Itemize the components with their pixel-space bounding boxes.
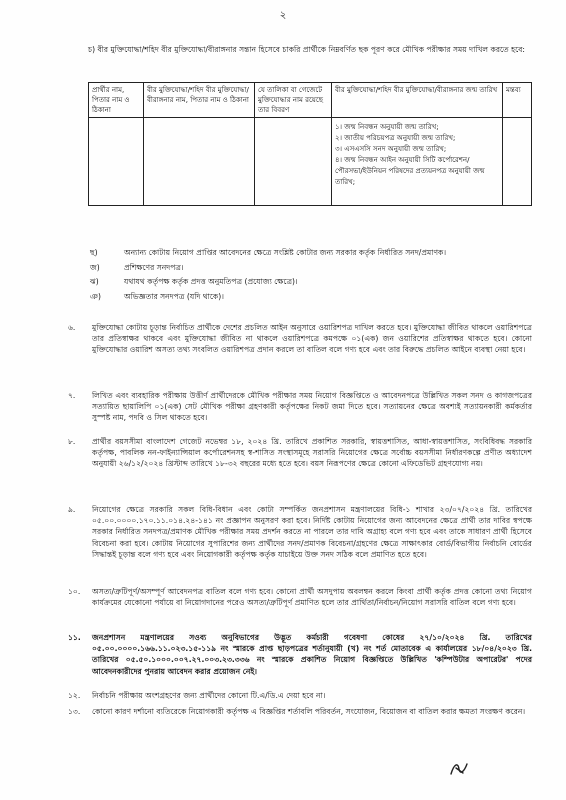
list-item: ঞ) অভিজ্ঞতার সনদপত্র (যদি থাকে)। xyxy=(90,291,224,301)
table-cell xyxy=(503,118,532,206)
numbered-clause: ১২. নির্বাচনি পরীক্ষায় অংশগ্রহণের জন্য প্রার্থীদের কোনো টি.এ/ডি.এ দেয়া হবে না। xyxy=(68,691,326,700)
numbered-clause: ১৩. কোনো কারণ দর্শানো ব্যতিরেকে নিয়োগকারী কর্তৃপক্ষ এ বিজ্ঞপ্তির শর্তাবলি পরিবর্তন, সংযোজন, বিয়োজন বা বাতিল করার ক্ষমতা সংরক্ষণ করেন। xyxy=(68,707,526,716)
table-cell xyxy=(144,118,255,206)
dob-list-cell xyxy=(332,118,503,206)
table-cell xyxy=(89,118,144,206)
quota-form-instruction: চ) বীর মুক্তিযোদ্ধা/শহিদ বীর মুক্তিযোদ্ধা/বীরাঙ্গনার সন্তান হিসেবে চাকরি প্রার্থীকে নিম্নবর্ণিত ছক পূরণ করে মৌখিক পরীক্ষার সময় দাখিল করতে হবে: xyxy=(88,45,525,54)
freedom-fighter-form-table xyxy=(88,82,532,206)
list-item: জ) প্রশিক্ষণের সনদপত্র। xyxy=(90,262,184,272)
table-row xyxy=(89,118,532,206)
list-item: ছ) অন্যান্য কোটায় নিয়োগ প্রাপ্তির আবেদনের ক্ষেত্রে সংশ্লিষ্ট কোটার জন্য সরকার কর্তৃক নির্ধারিত সনদ/প্রমাণক। xyxy=(90,248,447,257)
dob-item: ৩। এসএসসি সনদ অনুযায়ী জন্ম তারিখ; xyxy=(335,145,447,153)
page-number: ২ xyxy=(279,10,287,21)
initial-signature xyxy=(448,760,470,782)
list-item: ঝ) যথাযথ কর্তৃপক্ষ কর্তৃক প্রদত্ত অনুমতিপত্র (প্রযোজ্য ক্ষেত্রে)। xyxy=(90,277,298,287)
table-cell xyxy=(255,118,332,206)
dob-item: ৪। জন্ম নিবন্ধন আইন অনুযায়ী সিটি কর্পোরেশন/ পৌরসভা/ইউনিয়ন পরিষদের প্রত্যয়নপত্র অনুযায়ী জন্ম তারিখ; xyxy=(335,156,485,186)
table-header-row xyxy=(89,83,532,118)
table-header-cell: যে তালিকা বা গেজেটে মুক্তিযোদ্ধার নাম রয়েছে তার বিবরণ xyxy=(255,83,332,118)
table-header-cell: বীর মুক্তিযোদ্ধা/শহিদ বীর মুক্তিযোদ্ধা/বীরাঙ্গনার জন্ম তারিখ xyxy=(332,83,503,118)
numbered-clause: ১০. অসত্য/ত্রুটিপূর্ণ/অসম্পূর্ণ আবেদনপত্র বাতিল বলে গণ্য হবে। কোনো প্রার্থী অসদুপায় অবলম্বন করলে কিংবা প্রার্থী কর্তৃক প্রদত্ত কোনো তথ্য নিয়োগ কার্যক্রমের যেকোনো পর্যায়ে বা নিয়োগদানের পরেও অসত্য/ত্রুটিপূর্ণ প্রমাণিত হলে তার প্রার্থিতা/নির্বাচন/নিয়োগ সরাসরি বাতিল বলে গণ্য হবে। xyxy=(68,587,532,608)
dob-item: ২। জাতীয় পরিচয়পত্র অনুযায়ী জন্ম তারিখ; xyxy=(335,134,456,142)
required-documents-list xyxy=(90,246,530,304)
table-header-cell: মন্তব্য xyxy=(503,83,532,118)
numbered-clause: ৭. লিখিত এবং ব্যবহারিক পরীক্ষায় উত্তীর্ণ প্রার্থীদেরকে মৌখিক পরীক্ষার সময় নিয়োগ বিজ্ঞপ্তিতে ও আবেদনপত্রে উল্লিখিত সকল সনদ ও কাগজপত্রের সত্যায়িত ছায়ালিপি ০১(এক) সেট মৌখিক পরীক্ষা গ্রহণকারী কর্তৃপক্ষের নিকট জমা দিতে হবে। সত্যায়নের ক্ষেত্রে অবশ্যই সত্যায়নকারী কর্মকর্তার সুস্পষ্ট নাম, পদবি ও সিল থাকতে হবে। xyxy=(68,391,532,423)
table-header-cell: প্রার্থীর নাম, পিতার নাম ও ঠিকানা xyxy=(89,83,144,118)
dob-item: ১। জন্ম নিবন্ধন অনুযায়ী জন্ম তারিখ; xyxy=(335,123,439,131)
numbered-clause: ৬. মুক্তিযোদ্ধা কোটায় চূড়ান্ত নির্বাচিত প্রার্থীকে দেশের প্রচলিত আইন অনুসারে ওয়ারিশপত্র দাখিল করতে হবে। মুক্তিযোদ্ধা জীবিত থাকলে ওয়ারিশপত্রে তার প্রতিস্বাক্ষর থাকবে এবং মুক্তিযোদ্ধা জীবিত না থাকলে ওয়ারিশপত্রে কমপক্ষে ০১(এক) জন ওয়ারিশের প্রতিস্বাক্ষর থাকতে হবে। কোনো মুক্তিযোদ্ধার ওয়ারিশ অসত্য তথ্য সংবলিত ওয়ারিশপত্র প্রদান করলে তা বাতিল বলে গণ্য হবে এবং তার বিরুদ্ধে প্রচলিত আইনে ব্যবস্থা নেয়া হবে। xyxy=(68,323,532,355)
numbered-clause: ১১. জনপ্রশাসন মন্ত্রণালয়ের সওব্য অনুবিভাগের উদ্ভূত কর্মচারী গবেষণা কোষের ২৭/১০/২০২৪ খ্রি. তারিখের ০৫.০০.০০০০.১৬৬.১১.০২৩.১৫-১১৯ নং স্মারকে প্রাপ্ত ছাড়পত্রের শর্তানুযায়ী (খ) নং শর্ত মোতাবেক এ কার্যালয়ের ১৮/০৪/২০২৩ খ্রি. তারিখের ০৫.৫০.১০০০.০০৭.২৭.০০৩.২৩.৩৩৬ নং স্মারকে প্রকাশিত নিয়োগ বিজ্ঞপ্তিতে উল্লিখিত 'কম্পিউটার অপারেটর' পদের আবেদনকারীদের পুনরায় আবেদন করার প্রয়োজন নেই। xyxy=(68,633,532,676)
signature-mark-icon xyxy=(448,760,470,778)
table-header-cell: বীর মুক্তিযোদ্ধা/শহিদ বীর মুক্তিযোদ্ধা/বীরাঙ্গনার নাম, পিতার নাম ও ঠিকানা xyxy=(144,83,255,118)
numbered-clause: ৮. প্রার্থীর বয়সসীমা বাংলাদেশ গেজেট নভেম্বর ১৮, ২০২৪ খ্রি. তারিখে প্রকাশিত সরকারি, স্বায়ত্তশাসিত, আধা-স্বায়ত্তশাসিত, সংবিধিবদ্ধ সরকারি কর্তৃপক্ষ, পাবলিক নন-ফাইন্যান্সিয়াল কর্পোরেশনসহ স্ব-শাসিত সংস্থাসমূহে সরাসরি নিয়োগের ক্ষেত্রে সর্বোচ্চ বয়সসীমা নির্ধারণকল্পে প্রণীত অধ্যাদেশ অনুযায়ী ২৬/১২/২০২৪ খ্রিস্টাব্দ তারিখে ১৮-৩২ বছরের মধ্যে হতে হবে। বয়স নিরূপণের ক্ষেত্রে কোনো এফিডেভিট গ্রহণযোগ্য নয়। xyxy=(68,437,532,469)
numbered-clause: ৯. নিয়োগের ক্ষেত্রে সরকারি সকল বিধি-বিধান এবং কোটা সম্পর্কিত জনপ্রশাসন মন্ত্রণালয়ের বিধি-১ শাখার ২৩/০৭/২০২৪ খ্রি. তারিখের ০৫.০০.০০০০.১৭০.১১.০১৪.২৪-১৪১ নং প্রজ্ঞাপন অনুসরণ করা হবে। নির্দিষ্ট কোটায় নিয়োগের জন্য আবেদনের ক্ষেত্রে প্রার্থী তার দাবির স্বপক্ষে সরকার নির্ধারিত সনদপত্র/প্রমাণক মৌখিক পরীক্ষার সময় প্রদর্শন করতে না পারলে তার দাবি অগ্রাহ্য বলে গণ্য হবে এবং তাকে সাধারণ প্রার্থী হিসেবে বিবেচনা করা হবে। কোটায় নিয়োগের সুপারিশের জন্য প্রার্থীদের সনদ/প্রমাণক বিবেচনা/গ্রহণের ক্ষেত্রে সাক্ষাৎকার বোর্ড/বিভাগীয় নির্বাচনি বোর্ডের সিদ্ধান্তই চূড়ান্ত বলে গণ্য হবে এবং নিয়োগকারী কর্তৃপক্ষ কর্তৃক যাচাইয়ে উক্ত সনদ সঠিক বলে প্রমাণিত হতে হবে। xyxy=(68,505,532,559)
